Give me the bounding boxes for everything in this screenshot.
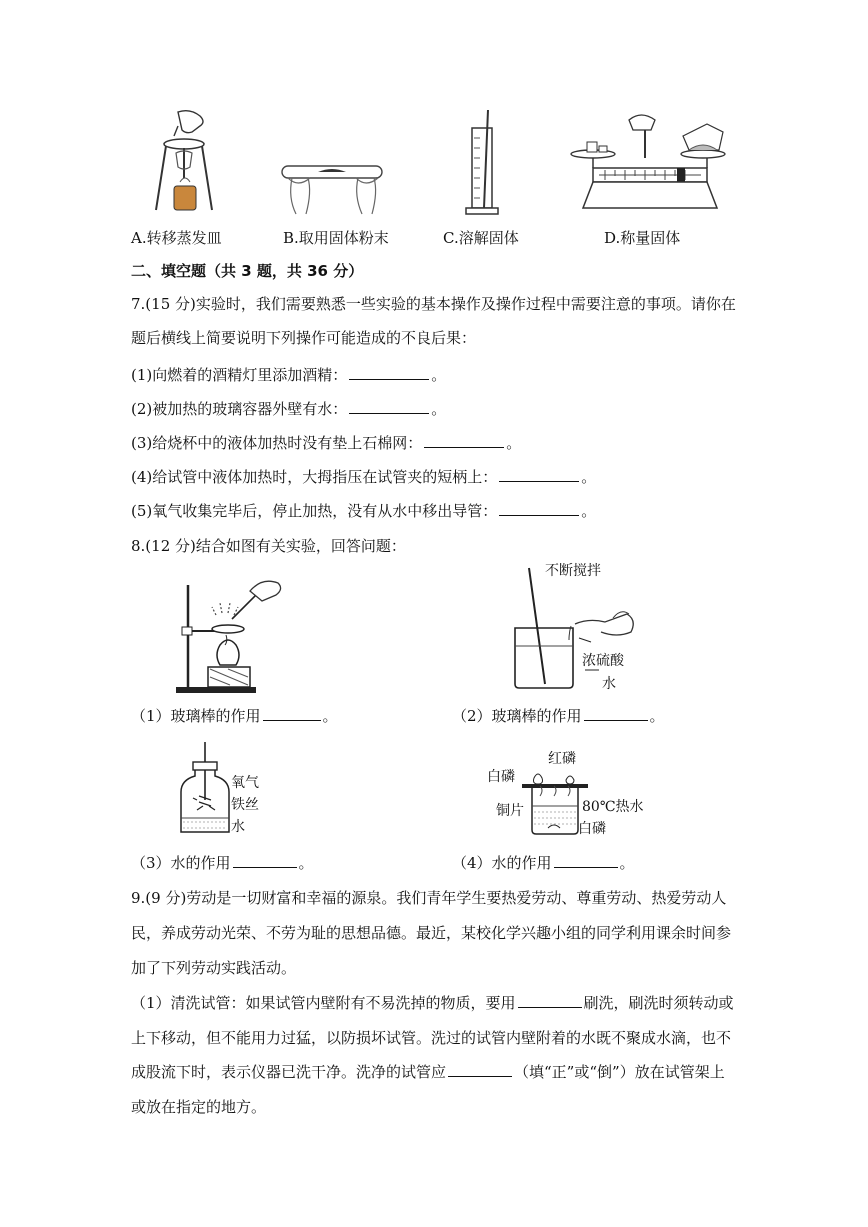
q8-intro: 8.(12 分)结合如图有关实验，回答问题： [131,537,406,555]
q9-answer-blank-1[interactable] [518,992,582,1008]
q7-answer-blank-3[interactable] [424,432,504,448]
q7-answer-blank-5[interactable] [499,500,579,516]
q9-p1-line3-text-a: 成股流下时，表示仪器已洗干净。洗净的试管应 [131,1063,447,1081]
q8-caption-2-text: （2）玻璃棒的作用 [452,707,582,725]
q8-figure-3-iron-wire [175,740,235,842]
q9-line-1: 9.(9 分)劳动是一切财富和幸福的源泉。我们青年学生要热爱劳动、尊重劳动、热爱劳动人 [131,889,727,907]
q7-item-4 [131,466,596,488]
q8-caption-4-end: 。 [619,854,635,872]
q8-fig4-label-copper: 铜片 [496,803,524,819]
q8-caption-2 [452,705,665,727]
q8-caption-1-end: 。 [322,707,338,725]
q8-caption-3-end: 。 [298,854,314,872]
q8-answer-blank-3[interactable] [233,852,297,868]
figure-b-caption: B.取用固体粉末 [283,229,389,247]
q8-fig4-label-white-p-bottom: 白磷 [578,821,606,837]
q7-item-2-end: 。 [431,400,447,418]
q9-p1-line3-text-b: （填“正”或“倒”）放在试管架上 [514,1063,725,1081]
q9-p1-line-3 [131,1061,725,1083]
q7-answer-blank-4[interactable] [499,466,579,482]
q9-p1-text-a: （1）清洗试管：如果试管内壁附有不易洗掉的物质，要用 [131,994,516,1012]
q7-item-4-end: 。 [581,468,597,486]
figure-a-evaporating-dish [150,108,220,222]
q8-fig3-label-water: 水 [231,819,245,835]
q7-item-3-end: 。 [506,434,522,452]
q8-fig3-label-oxygen: 氧气 [231,775,259,791]
q8-fig4-label-red-p: 红磷 [548,751,576,767]
q8-answer-blank-1[interactable] [263,705,321,721]
figure-d-caption: D.称量固体 [604,229,681,247]
q8-fig2-label-stir: 不断搅拌 [545,563,601,579]
q7-item-4-text: (4)给试管中液体加热时，大拇指压在试管夹的短柄上： [131,468,498,486]
q7-item-2-text: (2)被加热的玻璃容器外壁有水： [131,400,348,418]
q7-intro-line-1: 7.(15 分)实验时，我们需要熟悉一些实验的基本操作及操作过程中需要注意的事项。请你在 [131,295,736,313]
figure-a-caption: A.转移蒸发皿 [131,229,222,247]
q7-item-1-end: 。 [431,366,447,384]
q8-fig4-label-white-p-top: 白磷 [487,769,515,785]
q8-caption-4-text: （4）水的作用 [452,854,552,872]
figure-d-balance [565,108,735,222]
figure-b-test-tube-powder [278,150,388,224]
q8-caption-3-text: （3）水的作用 [131,854,231,872]
q9-line-2: 民，养成劳动光荣、不劳为耻的思想品德。最近，某校化学兴趣小组的同学利用课余时间参 [131,924,732,942]
q8-caption-2-end: 。 [649,707,665,725]
q8-answer-blank-4[interactable] [554,852,618,868]
q7-item-2 [131,398,446,420]
q9-answer-blank-2[interactable] [448,1061,512,1077]
figure-c-caption: C.溶解固体 [443,229,519,247]
q7-answer-blank-1[interactable] [349,364,429,380]
q7-item-3-text: (3)给烧杯中的液体加热时没有垫上石棉网： [131,434,423,452]
q8-fig2-label-water: 水 [602,676,616,692]
q8-caption-1 [131,705,338,727]
q7-item-5-text: (5)氧气收集完毕后，停止加热，没有从水中移出导管： [131,502,498,520]
q8-caption-3 [131,852,314,874]
q7-answer-blank-2[interactable] [349,398,429,414]
q8-figure-1-evaporation [172,575,292,701]
q9-p1-line-2: 上下移动，但不能用力过猛，以防损坏试管。洗过的试管内壁附着的水既不聚成水滴，也不 [131,1029,732,1047]
q7-intro-line-2: 题后横线上简要说明下列操作可能造成的不良后果： [131,329,477,347]
q8-caption-4 [452,852,635,874]
q9-line-3: 加了下列劳动实践活动。 [131,959,297,977]
q8-fig4-label-hot-water: 80℃热水 [582,799,644,815]
q9-p1-text-b: 刷洗，刷洗时须转动或 [583,994,734,1012]
figure-c-graduated-cylinder [462,108,502,224]
q7-item-5 [131,500,596,522]
q9-p1-line-4: 或放在指定的地方。 [131,1098,267,1116]
q7-item-1 [131,364,446,386]
section-title: 二、填空题（共 3 题，共 36 分） [131,262,364,280]
q8-fig2-label-acid: 浓硫酸 [582,653,624,669]
q7-item-5-end: 。 [581,502,597,520]
q8-answer-blank-2[interactable] [584,705,648,721]
q9-p1-line-1 [131,992,734,1014]
q8-figure-2-dilution [505,562,655,701]
q7-item-3 [131,432,521,454]
q7-item-1-text: (1)向燃着的酒精灯里添加酒精： [131,366,348,384]
q8-caption-1-text: （1）玻璃棒的作用 [131,707,261,725]
q8-fig3-label-iron: 铁丝 [231,797,259,813]
